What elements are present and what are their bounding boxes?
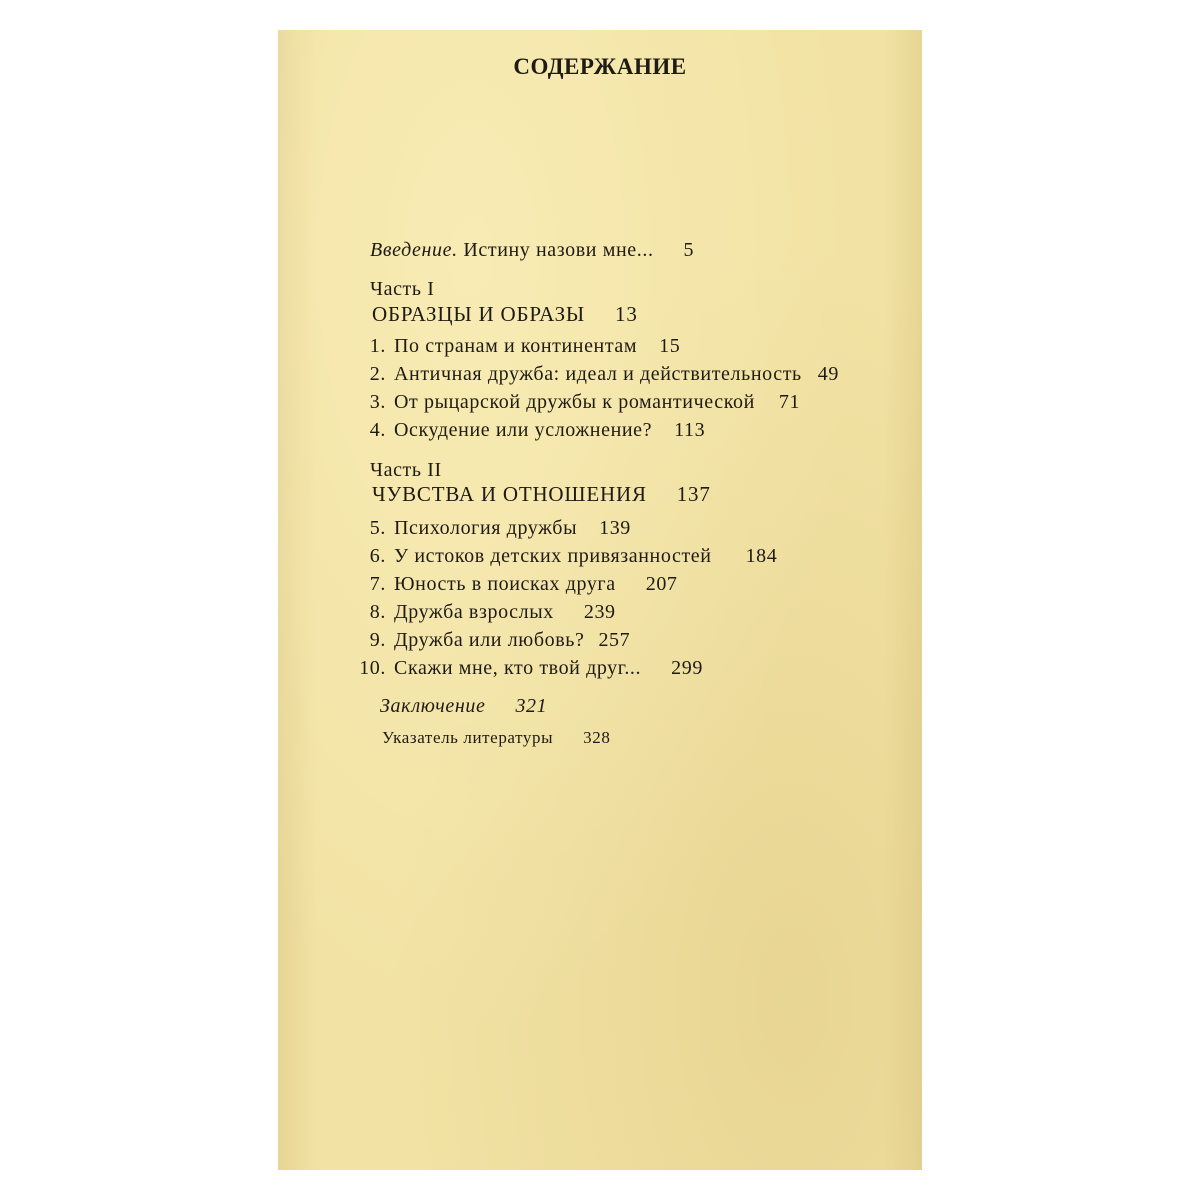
chapter-title: Психология дружбы (394, 517, 578, 539)
toc-entry-chapter-5 (358, 516, 631, 540)
chapter-page: 257 (598, 629, 631, 651)
bibliography-page: 328 (583, 728, 611, 747)
part1-label: Часть I (370, 278, 435, 300)
toc-entry-chapter-6 (358, 544, 777, 568)
toc-entry-chapter-8 (358, 600, 616, 624)
chapter-page: 139 (599, 517, 631, 539)
chapter-page: 113 (674, 419, 706, 441)
toc-entry-intro (370, 238, 694, 262)
chapter-title: Скажи мне, кто твой друг... (394, 657, 642, 679)
chapter-title: По странам и континентам (394, 335, 638, 357)
book-page (278, 30, 922, 1170)
part1-page: 13 (615, 302, 638, 326)
part1-title: ОБРАЗЦЫ И ОБРАЗЫ (372, 302, 586, 326)
chapter-number: 7. (369, 573, 386, 595)
chapter-page: 15 (659, 335, 681, 357)
chapter-title: Оскудение или усложнение? (394, 419, 653, 441)
toc-entry-bibliography (382, 726, 610, 750)
toc-entry-chapter-1 (358, 334, 680, 358)
intro-title: Истину назови мне... (463, 239, 654, 261)
toc-entry-chapter-10 (358, 656, 703, 680)
chapter-number: 4. (369, 419, 386, 441)
toc-entry-part2 (372, 482, 711, 506)
chapter-page: 184 (745, 545, 778, 567)
chapter-number: 10. (359, 657, 386, 679)
chapter-page: 207 (645, 573, 678, 595)
toc-entry-chapter-3 (358, 390, 800, 414)
chapter-title: Античная дружба: идеал и действительность (394, 363, 802, 385)
chapter-title: Юность в поисках друга (394, 573, 616, 595)
chapter-page: 71 (778, 391, 801, 413)
chapter-title: Дружба взрослых (394, 601, 554, 623)
chapter-title: От рыцарской дружбы к романтической (394, 391, 755, 413)
chapter-number: 3. (369, 391, 386, 413)
intro-label: Введение. (370, 239, 458, 261)
part2-label: Часть II (370, 459, 442, 481)
toc-entry-chapter-4 (358, 418, 705, 442)
chapter-number: 8. (369, 601, 386, 623)
intro-page: 5 (683, 239, 695, 261)
toc-entry-chapter-7 (358, 572, 678, 596)
chapter-title: Дружба или любовь? (394, 629, 585, 651)
chapter-number: 5. (369, 517, 386, 539)
toc-entry-chapter-9 (358, 628, 630, 652)
chapter-title: У истоков детских привязанностей (394, 545, 712, 567)
toc-heading: СОДЕРЖАНИЕ (513, 54, 687, 79)
chapter-number: 6. (369, 545, 386, 567)
toc-entry-part1 (372, 302, 638, 326)
bibliography-title: Указатель литературы (382, 728, 554, 747)
chapter-page: 49 (817, 363, 839, 385)
chapter-page: 239 (583, 601, 616, 623)
part2-page: 137 (676, 482, 711, 506)
chapter-number: 1. (369, 335, 386, 357)
conclusion-title: Заключение (380, 695, 486, 717)
toc-entry-chapter-2 (358, 362, 839, 386)
conclusion-page: 321 (515, 695, 548, 717)
chapter-page: 299 (671, 657, 703, 679)
chapter-number: 9. (369, 629, 386, 651)
chapter-number: 2. (369, 363, 386, 385)
part2-title: ЧУВСТВА И ОТНОШЕНИЯ (372, 482, 647, 506)
toc-entry-conclusion (380, 694, 547, 718)
